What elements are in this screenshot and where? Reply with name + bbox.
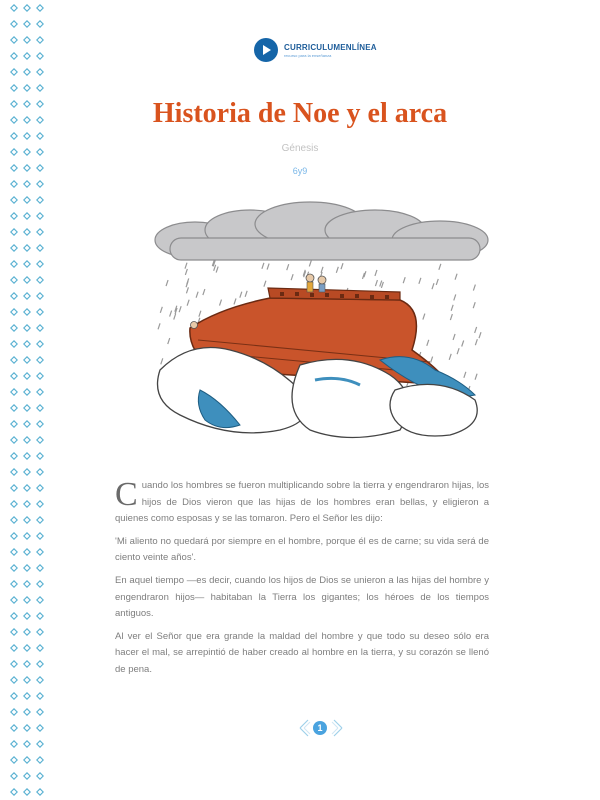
border-diamond	[11, 725, 17, 731]
border-diamond	[11, 261, 17, 267]
border-diamond	[24, 517, 30, 523]
rain-drop	[166, 280, 168, 286]
border-diamond	[37, 613, 43, 619]
border-diamond	[37, 789, 43, 795]
border-diamond	[11, 357, 17, 363]
border-diamond	[37, 757, 43, 763]
border-diamond	[37, 213, 43, 219]
border-diamond	[24, 5, 30, 11]
rain-drop	[381, 282, 383, 288]
rain-drop	[457, 348, 459, 354]
rain-drop	[219, 300, 221, 306]
rain-drop	[419, 278, 421, 284]
drop-cap: C	[115, 476, 138, 513]
border-diamond	[37, 709, 43, 715]
border-diamond	[37, 5, 43, 11]
border-diamond	[11, 693, 17, 699]
border-diamond	[37, 357, 43, 363]
rain-drop	[453, 334, 455, 340]
border-diamond	[37, 693, 43, 699]
border-diamond	[37, 133, 43, 139]
border-diamond	[11, 453, 17, 459]
border-diamond	[37, 53, 43, 59]
logo-tagline: recurso para la enseñanza	[284, 52, 332, 58]
border-diamond	[11, 533, 17, 539]
border-diamond	[24, 469, 30, 475]
rain-drop	[160, 307, 162, 313]
rain-drop	[186, 287, 188, 293]
border-diamond	[11, 629, 17, 635]
border-diamond	[37, 629, 43, 635]
border-diamond	[37, 469, 43, 475]
border-diamond	[24, 405, 30, 411]
border-diamond	[11, 517, 17, 523]
border-diamond	[37, 517, 43, 523]
rain-drop	[185, 263, 187, 269]
publisher-logo	[254, 38, 377, 62]
rain-drop	[287, 264, 289, 270]
border-diamond	[11, 405, 17, 411]
story-body	[115, 478, 489, 685]
rain-drop	[264, 281, 266, 287]
rain-drop	[174, 314, 176, 320]
paragraph: Al ver el Señor que era grande la maldad del hombre y que todo su deseo sólo era hacer el mal, se arrepintió de haber creado al hombre en la tierra, y su corazón se llenó de pena.	[115, 630, 489, 675]
border-diamond	[11, 5, 17, 11]
rain-drop	[216, 267, 218, 273]
border-diamond	[37, 549, 43, 555]
border-diamond	[24, 53, 30, 59]
rain-drop	[403, 277, 405, 283]
border-diamond	[24, 293, 30, 299]
rain-drop	[161, 358, 163, 364]
rain-drop	[431, 357, 433, 363]
rain-drop	[423, 314, 425, 320]
border-diamond	[24, 325, 30, 331]
border-diamond	[11, 677, 17, 683]
border-diamond	[11, 741, 17, 747]
rain-drop	[454, 294, 456, 300]
border-diamond	[11, 213, 17, 219]
logo-name: CURRICULUMENLÍNEA	[284, 42, 377, 52]
border-diamond	[24, 277, 30, 283]
rain-drop	[473, 302, 475, 308]
rain-drop	[432, 283, 434, 289]
border-diamond	[11, 21, 17, 27]
rain-drop	[475, 374, 477, 380]
rain-drop	[450, 314, 452, 320]
border-diamond	[37, 229, 43, 235]
rain-drop	[309, 260, 311, 266]
border-diamond	[37, 533, 43, 539]
rain-drop	[341, 263, 343, 269]
rain-drop	[321, 267, 323, 273]
rain-drop	[336, 267, 338, 273]
border-diamond	[24, 581, 30, 587]
border-diamond	[37, 37, 43, 43]
border-diamond	[11, 549, 17, 555]
rain-drop	[168, 338, 170, 344]
page-title: Historia de Noe y el arca	[152, 98, 448, 129]
rain-drop	[196, 292, 198, 298]
rain-drop	[375, 280, 377, 286]
border-diamond	[24, 453, 30, 459]
border-diamond	[24, 37, 30, 43]
border-diamond	[37, 405, 43, 411]
rain-drop	[203, 289, 205, 295]
border-diamond	[11, 565, 17, 571]
border-diamond	[11, 37, 17, 43]
rain-drop	[475, 327, 477, 333]
border-diamond	[37, 277, 43, 283]
border-diamond	[37, 85, 43, 91]
border-diamond	[37, 181, 43, 187]
border-diamond	[37, 741, 43, 747]
border-diamond	[37, 437, 43, 443]
border-diamond	[24, 565, 30, 571]
border-diamond	[37, 453, 43, 459]
rain-drop	[427, 340, 429, 346]
border-diamond	[37, 341, 43, 347]
rain-drop	[185, 269, 187, 275]
cloud-icon	[155, 202, 488, 260]
border-diamond	[37, 565, 43, 571]
border-diamond	[24, 261, 30, 267]
border-diamond	[24, 373, 30, 379]
border-diamond	[37, 261, 43, 267]
rain-drop	[262, 263, 264, 269]
rain-drop	[187, 300, 189, 306]
border-diamond	[37, 309, 43, 315]
border-diamond	[37, 389, 43, 395]
border-diamond	[11, 597, 17, 603]
border-diamond	[37, 645, 43, 651]
border-diamond	[37, 21, 43, 27]
border-diamond	[11, 293, 17, 299]
border-diamond	[37, 597, 43, 603]
paragraph: En aquel tiempo —es decir, cuando los hijos de Dios se unieron a las hijas del hombre y engendraron hijos— habitaban la Tierra los gigantes; los héroes de los tiempos antiguos.	[115, 574, 489, 620]
border-diamond	[37, 501, 43, 507]
border-diamond	[24, 133, 30, 139]
rain-drop	[170, 311, 172, 317]
rain-drop	[464, 372, 466, 378]
noah-ark-illustration	[150, 200, 500, 455]
border-diamond	[24, 21, 30, 27]
border-diamond	[11, 709, 17, 715]
rain-drop	[451, 305, 453, 311]
border-diamond	[37, 325, 43, 331]
border-diamond	[11, 69, 17, 75]
rain-drop	[245, 291, 247, 297]
wave-icon	[158, 348, 478, 438]
border-diamond	[37, 69, 43, 75]
border-diamond	[11, 773, 17, 779]
border-diamond	[24, 773, 30, 779]
border-diamond	[24, 341, 30, 347]
border-diamond	[11, 53, 17, 59]
border-diamond	[24, 597, 30, 603]
page-number: 1	[313, 721, 327, 735]
rain-drop	[240, 292, 242, 298]
border-diamond	[37, 197, 43, 203]
border-diamond	[24, 789, 30, 795]
border-diamond	[37, 245, 43, 251]
rain-drop	[473, 285, 475, 291]
border-diamond	[11, 421, 17, 427]
border-diamond	[24, 677, 30, 683]
border-diamond	[37, 373, 43, 379]
border-diamond	[24, 389, 30, 395]
rain-drop	[479, 332, 481, 338]
border-diamond	[11, 469, 17, 475]
border-diamond	[37, 581, 43, 587]
border-diamond	[11, 581, 17, 587]
border-diamond	[24, 437, 30, 443]
border-diamond	[11, 341, 17, 347]
border-diamond	[24, 645, 30, 651]
border-diamond	[11, 501, 17, 507]
border-diamond	[24, 229, 30, 235]
border-diamond	[24, 693, 30, 699]
chapter-reference: 6y9	[292, 166, 308, 176]
border-diamond	[11, 661, 17, 667]
border-diamond	[11, 245, 17, 251]
border-diamond	[11, 373, 17, 379]
border-diamond	[11, 485, 17, 491]
page-number-badge	[298, 718, 358, 738]
border-diamond	[24, 613, 30, 619]
border-diamond	[24, 757, 30, 763]
border-diamond	[11, 645, 17, 651]
rain-drop	[267, 264, 269, 270]
border-diamond	[24, 197, 30, 203]
border-diamond	[11, 133, 17, 139]
border-diamond	[24, 69, 30, 75]
rain-drop	[449, 354, 451, 360]
border-diamond	[24, 725, 30, 731]
rain-drop	[291, 274, 293, 280]
border-diamond	[11, 325, 17, 331]
rain-drop	[375, 270, 377, 276]
border-diamond	[37, 661, 43, 667]
border-diamond	[24, 709, 30, 715]
paragraph: 'Mi aliento no quedará por siempre en el hombre, porque él es de carne; su vida será de ciento veinte años'.	[115, 535, 489, 564]
border-diamond	[24, 85, 30, 91]
rain-drop	[455, 274, 457, 280]
border-diamond	[24, 357, 30, 363]
border-diamond	[37, 421, 43, 427]
border-diamond	[24, 485, 30, 491]
border-diamond	[11, 277, 17, 283]
border-diamond	[24, 421, 30, 427]
border-diamond	[11, 437, 17, 443]
border-diamond	[37, 485, 43, 491]
border-diamond	[24, 661, 30, 667]
border-diamond	[37, 725, 43, 731]
rain-drop	[380, 281, 382, 287]
border-diamond	[24, 549, 30, 555]
border-diamond	[11, 789, 17, 795]
rain-drop	[439, 264, 441, 270]
rain-drop	[179, 306, 181, 312]
border-diamond	[24, 501, 30, 507]
border-diamond	[11, 309, 17, 315]
border-diamond	[24, 309, 30, 315]
rain-drop	[199, 311, 201, 317]
rain-drop	[158, 323, 160, 329]
book-name: Génesis	[281, 143, 319, 154]
border-diamond	[37, 293, 43, 299]
border-diamond	[11, 181, 17, 187]
border-diamond	[24, 629, 30, 635]
rain-drop	[475, 339, 477, 345]
rain-drop	[462, 341, 464, 347]
border-diamond	[24, 245, 30, 251]
border-diamond	[24, 533, 30, 539]
border-diamond	[11, 757, 17, 763]
border-diamond	[11, 197, 17, 203]
play-icon	[254, 38, 278, 62]
border-diamond	[24, 181, 30, 187]
rain-drop	[234, 298, 236, 304]
border-diamond	[24, 741, 30, 747]
paragraph: Cuando los hombres se fueron multiplicando sobre la tierra y engendraron hijas, los hijos de Dios vieron que las hijas de los hombres eran bellas, y eligieron a quienes como esposas y se las tomaron. Pero el Señor les dijo:	[115, 476, 489, 525]
border-diamond	[11, 389, 17, 395]
border-diamond	[37, 677, 43, 683]
border-diamond	[11, 85, 17, 91]
border-diamond	[11, 613, 17, 619]
rain-drop	[436, 279, 438, 285]
border-diamond	[37, 773, 43, 779]
border-diamond	[24, 213, 30, 219]
border-diamond	[11, 229, 17, 235]
